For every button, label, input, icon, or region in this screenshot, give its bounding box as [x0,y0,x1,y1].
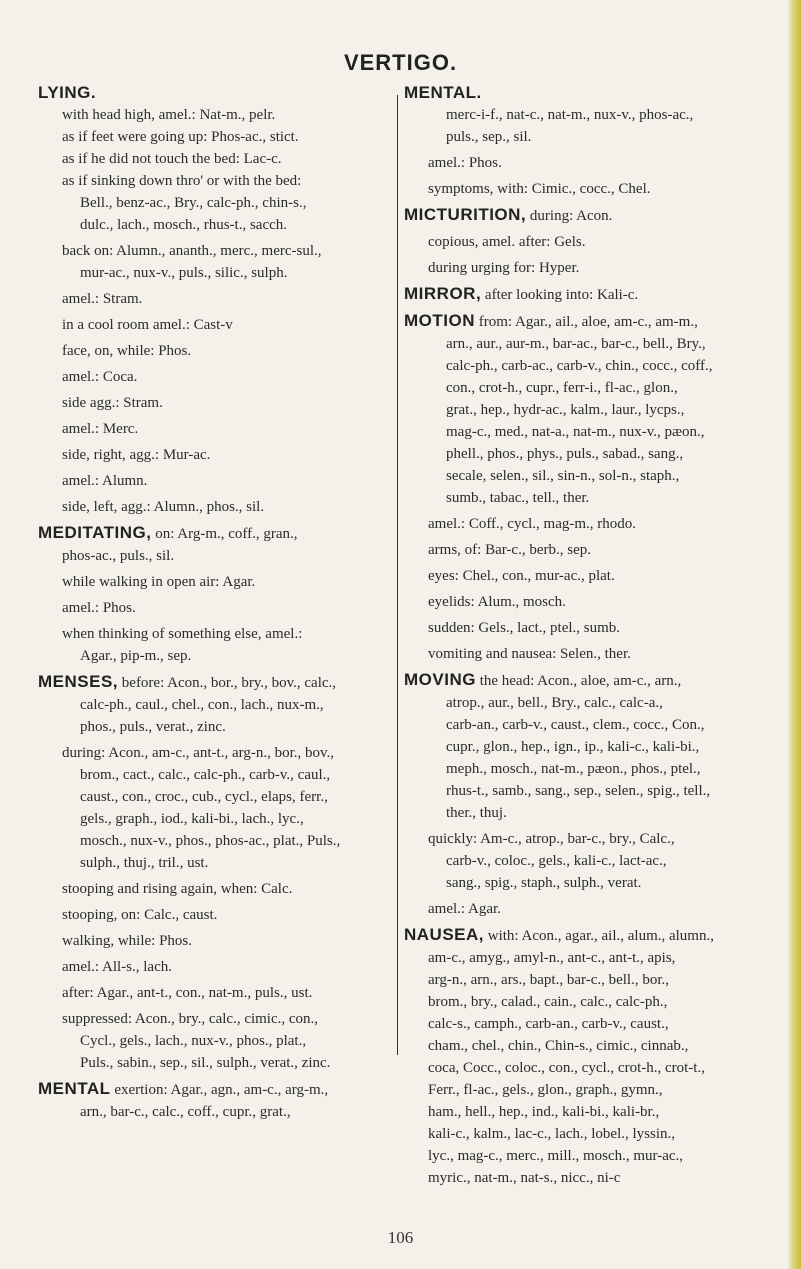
entry-line: phos-ac., puls., sil. [62,548,175,564]
rubric-word: MIRROR, [404,284,482,303]
entry-line: amel.: Phos. [428,155,502,171]
entry-line: kali-c., kalm., lac-c., lach., lobel., lyssin., [428,1126,676,1142]
entry-line: MICTURITION, during: Acon. [404,205,613,224]
entry-line: NAUSEA, with: Acon., agar., ail., alum., alumn., [404,925,714,944]
rubric-word: MENSES, [38,672,119,691]
entry-line: MOTION from: Agar., ail., aloe, am-c., am-m., [404,311,698,330]
entry-line: gels., graph., iod., kali-bi., lach., lyc., [80,811,304,827]
entry-line: ther., thuj. [446,805,507,821]
entry-line: grat., hep., hydr-ac., kalm., laur., lycps., [446,402,685,418]
entry-line: copious, amel. after: Gels. [428,234,586,250]
entry-line: dulc., lach., mosch., rhus-t., sacch. [80,217,288,233]
entry-line: as if sinking down thro' or with the bed: [62,173,302,189]
entry-line: with head high, amel.: Nat-m., pelr. [62,107,276,123]
entry-line: while walking in open air: Agar. [62,574,256,590]
entry-line: merc-i-f., nat-c., nat-m., nux-v., phos-ac., [446,107,694,123]
entry-line: atrop., aur., bell., Bry., calc., calc-a., [446,695,663,711]
entry-line: side, left, agg.: Alumn., phos., sil. [62,499,265,515]
left-entries [38,104,393,1123]
entry-line: amel.: Alumn. [62,473,148,489]
right-column [404,82,782,1189]
entry-line: amel.: All-s., lach. [62,959,172,975]
entry-line: as if he did not touch the bed: Lac-c. [62,151,282,167]
entry-line: phell., phos., phys., puls., sabad., sang., [446,446,684,462]
entry-line: when thinking of something else, amel.: [62,626,303,642]
entry-line: quickly: Am-c., atrop., bar-c., bry., Calc., [428,831,675,847]
page-edge [787,0,801,1269]
right-entries [404,104,782,1189]
entry-line: phos., puls., verat., zinc. [80,719,226,735]
page-header: VERTIGO. [343,50,458,75]
entry-line: MENSES, before: Acon., bor., bry., bov., calc., [38,672,337,691]
entry-line: arg-n., arn., ars., bapt., bar-c., bell., bor., [428,972,670,988]
entry-line: during: Acon., am-c., ant-t., arg-n., bor., bov., [62,745,335,761]
entry-line: brom., cact., calc., calc-ph., carb-v., caul., [80,767,331,783]
entry-line: meph., mosch., nat-m., pæon., phos., ptel., [446,761,701,777]
entry-line: Ferr., fl-ac., gels., glon., graph., gymn., [428,1082,663,1098]
entry-line: sudden: Gels., lact., ptel., sumb. [428,620,621,636]
entry-line: side, right, agg.: Mur-ac. [62,447,211,463]
entry-line: con., crot-h., cupr., ferr-i., fl-ac., glon., [446,380,678,396]
rubric-word: MICTURITION, [404,205,527,224]
entry-line: sang., spig., staph., sulph., verat. [446,875,642,891]
right-column-heading: MENTAL. [404,83,482,102]
rubric-word: MOTION [404,311,475,330]
entry-line: stooping, on: Calc., caust. [62,907,218,923]
entry-line: mosch., nux-v., phos., phos-ac., plat., Puls., [80,833,341,849]
entry-line: caust., con., croc., cub., cycl., elaps, ferr., [80,789,328,805]
rubric-word: NAUSEA, [404,925,485,944]
entry-line: Bell., benz-ac., Bry., calc-ph., chin-s., [80,195,307,211]
entry-line: cham., chel., chin., Chin-s., cimic., cinnab., [428,1038,689,1054]
entry-line: stooping and rising again, when: Calc. [62,881,293,897]
entry-line: calc-ph., carb-ac., carb-v., chin., cocc., coff., [446,358,713,374]
entry-line: during urging for: Hyper. [428,260,580,276]
left-column [38,82,393,1123]
entry-line: amel.: Coca. [62,369,138,385]
entry-line: amel.: Coff., cycl., mag-m., rhodo. [428,516,637,532]
entry-line: coca, Cocc., coloc., con., cycl., crot-h., crot-t., [428,1060,705,1076]
entry-line: suppressed: Acon., bry., calc., cimic., con., [62,1011,319,1027]
entry-line: symptoms, with: Cimic., cocc., Chel. [428,181,651,197]
entry-line: mag-c., med., nat-a., nat-m., nux-v., pæon., [446,424,705,440]
column-divider [397,95,398,1055]
entry-line: Cycl., gels., lach., nux-v., phos., plat., [80,1033,307,1049]
entry-line: myric., nat-m., nat-s., nicc., ni-c [428,1170,621,1186]
entry-line: sulph., thuj., tril., ust. [80,855,209,871]
entry-line: Puls., sabin., sep., sil., sulph., verat., zinc. [80,1055,331,1071]
entry-line: side agg.: Stram. [62,395,163,411]
entry-line: back on: Alumn., ananth., merc., merc-sul., [62,243,322,259]
entry-line: amel.: Agar. [428,901,501,917]
entry-line: amel.: Merc. [62,421,139,437]
rubric-word: MOVING [404,670,476,689]
entry-line: face, on, while: Phos. [62,343,192,359]
entry-line: puls., sep., sil. [446,129,532,145]
entry-line: amel.: Phos. [62,600,136,616]
entry-line: vomiting and nausea: Selen., ther. [428,646,631,662]
entry-line: mur-ac., nux-v., puls., silic., sulph. [80,265,288,281]
entry-line: arn., aur., aur-m., bar-ac., bar-c., bell., Bry., [446,336,706,352]
entry-line: as if feet were going up: Phos-ac., stict. [62,129,299,145]
entry-line: sumb., tabac., tell., ther. [446,490,590,506]
left-column-heading: LYING. [38,83,97,102]
page-number: 106 [387,1228,414,1247]
entry-line: calc-s., camph., carb-an., carb-v., caust., [428,1016,669,1032]
entry-line: MIRROR, after looking into: Kali-c. [404,284,639,303]
entry-line: carb-v., coloc., gels., kali-c., lact-ac., [446,853,667,869]
entry-line: amel.: Stram. [62,291,143,307]
entry-line: eyes: Chel., con., mur-ac., plat. [428,568,615,584]
entry-line: rhus-t., samb., sang., sep., selen., spig., tell., [446,783,711,799]
rubric-word: MEDITATING, [38,523,152,542]
entry-line: after: Agar., ant-t., con., nat-m., puls., ust. [62,985,313,1001]
entry-line: MEDITATING, on: Arg-m., coff., gran., [38,523,298,542]
entry-line: arms, of: Bar-c., berb., sep. [428,542,591,558]
entry-line: in a cool room amel.: Cast-v [62,317,233,333]
entry-line: calc-ph., caul., chel., con., lach., nux-m., [80,697,324,713]
entry-line: carb-an., carb-v., caust., clem., cocc., Con., [446,717,705,733]
rubric-word: MENTAL [38,1079,111,1098]
entry-line: lyc., mag-c., merc., mill., mosch., mur-ac., [428,1148,684,1164]
entry-line: am-c., amyg., amyl-n., ant-c., ant-t., apis, [428,950,676,966]
entry-line: arn., bar-c., calc., coff., cupr., grat., [80,1104,291,1120]
entry-line: MENTAL exertion: Agar., agn., am-c., arg-m., [38,1079,329,1098]
entry-line: MOVING the head: Acon., aloe, am-c., arn., [404,670,682,689]
entry-line: cupr., glon., hep., ign., ip., kali-c., kali-bi., [446,739,700,755]
entry-line: Agar., pip-m., sep. [80,648,192,664]
entry-line: brom., bry., calad., cain., calc., calc-ph., [428,994,668,1010]
entry-line: walking, while: Phos. [62,933,192,949]
entry-line: secale, selen., sil., sin-n., sol-n., staph., [446,468,680,484]
entry-line: eyelids: Alum., mosch. [428,594,566,610]
entry-line: ham., hell., hep., ind., kali-bi., kali-br., [428,1104,660,1120]
